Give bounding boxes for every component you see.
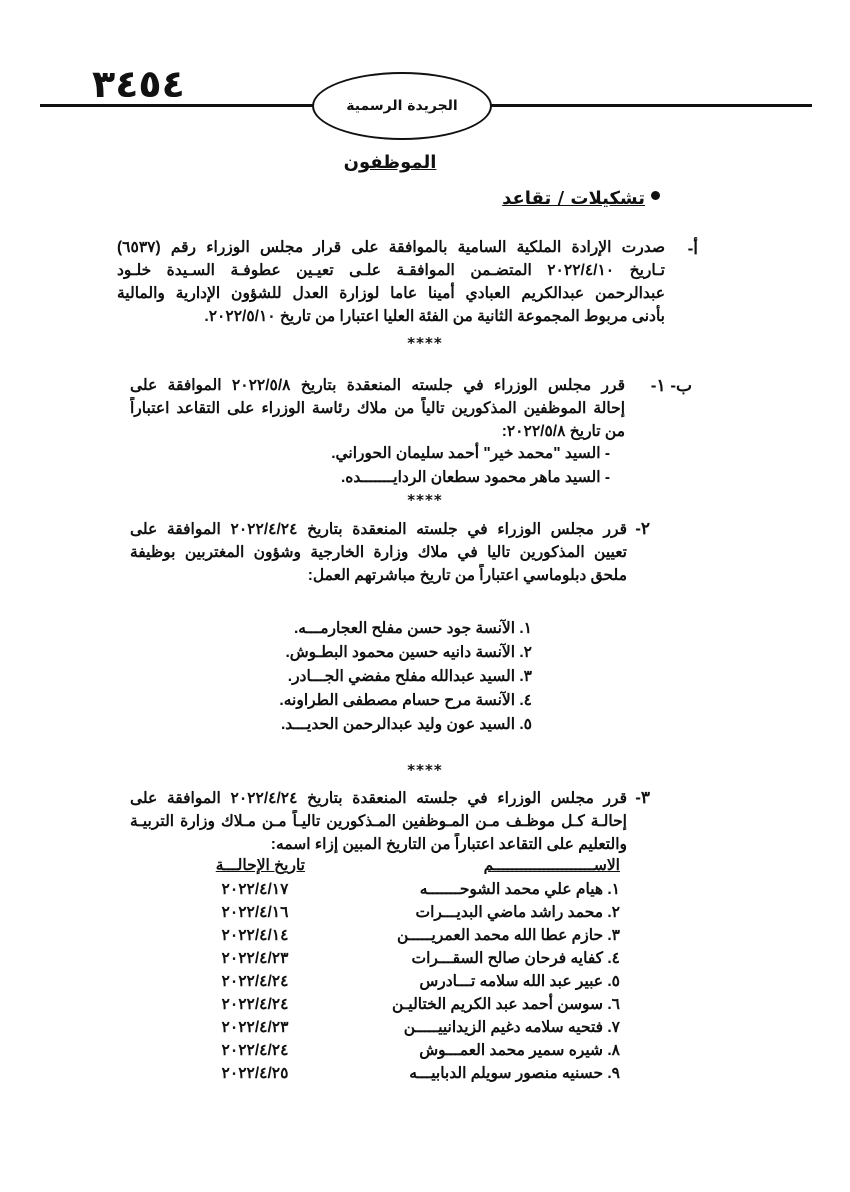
item-a-label: أ- <box>687 239 698 258</box>
retirement-date: ٢٠٢٢/٤/٢٣ <box>221 1019 289 1036</box>
paragraph-line: والتعليم على التقاعد اعتباراً من التاريخ المبين إزاء اسمه: <box>270 836 627 853</box>
paragraph-line: قرر مجلس الوزراء في جلسته المنعقدة بتاريخ ٢٠٢٢/٤/٢٤ الموافقة على <box>130 790 627 807</box>
retiree-name: ٧. فتحيه سلامه دغيم الزيدانييـــــن <box>403 1019 620 1036</box>
retiree-name: ٩. حسنيه منصور سويلم الدبابيـــه <box>409 1065 620 1082</box>
item-a-paragraph <box>117 236 665 328</box>
retiree-name: ٨. شيره سمير محمد العمـــوش <box>419 1042 620 1059</box>
retirement-date: ٢٠٢٢/٤/١٧ <box>221 881 289 898</box>
item-2-names <box>279 617 532 737</box>
page-number: ٣٤٥٤ <box>92 62 185 106</box>
separator: **** <box>407 334 443 352</box>
item-b1-label: ب- ١- <box>650 376 692 395</box>
paragraph-line: قرر مجلس الوزراء في جلسته المنعقدة بتاريخ ٢٠٢٢/٤/٢٤ الموافقة على <box>130 521 627 538</box>
page-title: الموظفون <box>343 152 437 173</box>
retirement-date: ٢٠٢٢/٤/٢٣ <box>221 950 289 967</box>
bullet-icon <box>651 191 660 200</box>
list-item: ٥. السيد عون وليد عبدالرحمن الحديـــد. <box>280 716 532 733</box>
list-item: ٣. السيد عبدالله مفلح مفضي الجـــادر. <box>287 668 532 685</box>
list-item: ٤. الآنسة مرح حسام مصطفى الطراونه. <box>279 692 532 709</box>
paragraph-line: قرر مجلس الوزراء في جلسته المنعقدة بتاريخ ٢٠٢٢/٥/٨ الموافقة على <box>130 377 625 394</box>
paragraph-line: إحالـة كـل موظـف مـن المـوظفين المـذكورين تاليـاً مـن مـلاك وزارة التربيـة <box>130 813 627 830</box>
retirement-date: ٢٠٢٢/٤/٢٥ <box>221 1065 289 1082</box>
retirement-date: ٢٠٢٢/٤/١٤ <box>221 927 289 944</box>
list-item: ١. الآنسة جود حسن مفلح العجارمـــه. <box>293 620 532 637</box>
column-header-name: الاســــــــــــــــــــــم <box>483 857 620 874</box>
item-b1-names <box>331 442 610 490</box>
retirement-date: ٢٠٢٢/٤/٢٤ <box>221 996 289 1013</box>
retirement-dates-column <box>200 878 310 1085</box>
gazette-name: الجريدة الرسمية <box>346 98 458 114</box>
retirement-date: ٢٠٢٢/٤/٢٤ <box>221 1042 289 1059</box>
retiree-name: ٣. حازم عطا الله محمد العمريـــــن <box>397 927 620 944</box>
retiree-name: ٥. عبير عبد الله سلامه تـــادرس <box>419 973 620 990</box>
retiree-name: ٤. كفايه فرحان صالح السقـــرات <box>411 950 620 967</box>
retirement-date: ٢٠٢٢/٤/١٦ <box>221 904 289 921</box>
paragraph-line: إحالة الموظفين المذكورين تالياً من ملاك رئاسة الوزراء على التقاعد اعتباراً <box>130 400 625 417</box>
separator: **** <box>407 491 443 509</box>
item-3-paragraph <box>130 787 627 856</box>
section-heading: تشكيلات / تقاعد <box>502 188 645 209</box>
paragraph-line: تعيين المذكورين تاليا في ملاك وزارة الخارجية وشؤون المغتربين بوظيفة <box>130 544 627 561</box>
retiree-name: ٢. محمد راشد ماضي البديـــرات <box>415 904 620 921</box>
list-item: - السيد ماهر محمود سطعان الردايـــــــده. <box>340 469 610 486</box>
paragraph-line: بأدنى مربوط المجموعة الثانية من الفئة العليا اعتبارا من تاريخ ٢٠٢٢/٥/١٠. <box>204 308 665 325</box>
retiree-name: ٦. سوسن أحمد عبد الكريم الختاليـن <box>392 996 620 1013</box>
retirement-date: ٢٠٢٢/٤/٢٤ <box>221 973 289 990</box>
list-item: - السيد "محمد خير" أحمد سليمان الحوراني. <box>331 445 610 462</box>
item-3-label: ٣- <box>635 788 650 807</box>
retiree-names-column <box>392 878 620 1085</box>
paragraph-line: ملحق دبلوماسي اعتباراً من تاريخ مباشرتهم العمل: <box>307 567 627 584</box>
item-2-label: ٢- <box>635 519 650 538</box>
item-2-paragraph <box>130 518 627 587</box>
list-item: ٢. الآنسة دانيه حسين محمود البطـوش. <box>285 644 532 661</box>
gazette-seal <box>312 72 492 140</box>
separator: **** <box>407 761 443 779</box>
retiree-name: ١. هيام علي محمد الشوحـــــــه <box>419 881 620 898</box>
paragraph-line: تـاريخ ٢٠٢٢/٤/١٠ المتضـمن الموافقـة علـى تعيـين عطوفـة السـيدة خلـود <box>117 262 665 279</box>
column-header-date: تاريخ الإحالـــة <box>215 857 305 874</box>
paragraph-line: من تاريخ ٢٠٢٢/٥/٨: <box>501 423 625 440</box>
paragraph-line: صدرت الإرادة الملكية السامية بالموافقة على قرار مجلس الوزراء رقم (٦٥٣٧) <box>117 239 665 256</box>
item-b1-paragraph <box>130 374 625 443</box>
paragraph-line: عبدالرحمن عبدالكريم العبادي أمينا عاما لوزارة العدل للشؤون الإدارية والمالية <box>117 285 665 302</box>
